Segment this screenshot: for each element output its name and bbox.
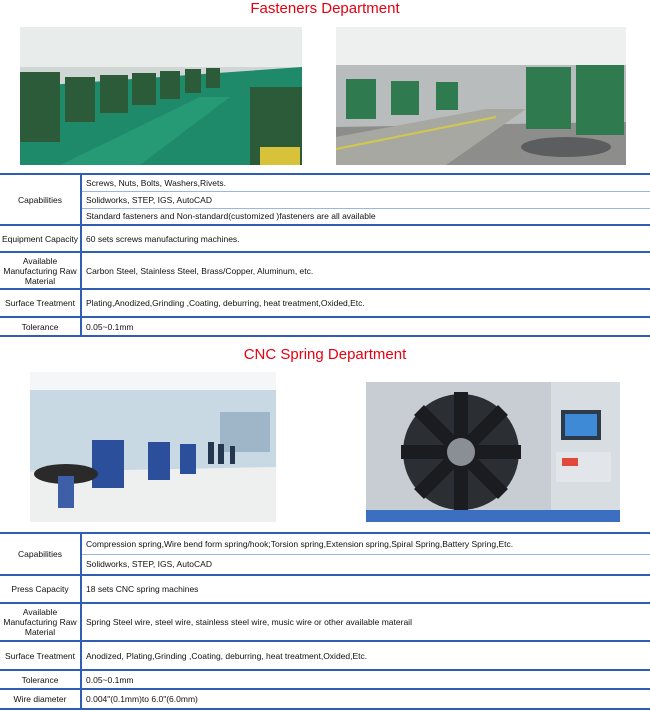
table-row xyxy=(0,641,650,670)
tolerance-label: Tolerance xyxy=(0,670,81,689)
capabilities-label: Capabilities xyxy=(0,533,81,575)
table-row xyxy=(0,575,650,603)
capabilities-value: Solidworks, STEP, IGS, AutoCAD xyxy=(81,554,650,575)
capabilities-value: Standard fasteners and Non-standard(customized )fasteners are all available xyxy=(81,208,650,225)
table-row xyxy=(0,191,650,208)
table-row xyxy=(0,317,650,336)
table-row xyxy=(0,603,650,641)
table-row xyxy=(0,689,650,709)
raw-material-label: Available Manufacturing Raw Material xyxy=(0,603,81,641)
spring-title: CNC Spring Department xyxy=(243,346,407,363)
table-row xyxy=(0,670,650,689)
equipment-capacity-value: 60 sets screws manufacturing machines. xyxy=(81,225,650,252)
tolerance-label: Tolerance xyxy=(0,317,81,336)
tolerance-value: 0.05~0.1mm xyxy=(81,670,650,689)
spring-workshop-photo-left xyxy=(30,372,276,522)
table-row xyxy=(0,533,650,554)
capabilities-value: Compression spring,Wire bend form spring/hook;Torsion spring,Extension spring,Spiral Spring,Battery Spring,Etc. xyxy=(81,533,650,554)
table-row xyxy=(0,174,650,191)
fasteners-workshop-photo-right xyxy=(336,27,626,165)
fasteners-title: Fasteners Department xyxy=(250,0,400,17)
equipment-capacity-label: Equipment Capacity xyxy=(0,225,81,252)
spring-spec-table xyxy=(0,532,650,710)
wire-diameter-value: 0.004"(0.1mm)to 6.0"(6.0mm) xyxy=(81,689,650,709)
raw-material-label: Available Manufacturing Raw Material xyxy=(0,252,81,289)
surface-treatment-value: Anodized, Plating,Grinding ,Coating, deburring, heat treatment,Oxided,Etc. xyxy=(81,641,650,670)
table-row xyxy=(0,208,650,225)
capabilities-label: Capabilities xyxy=(0,174,81,225)
fasteners-spec-table xyxy=(0,173,650,337)
press-capacity-label: Press Capacity xyxy=(0,575,81,603)
press-capacity-value: 18 sets CNC spring machines xyxy=(81,575,650,603)
surface-treatment-value: Plating,Anodized,Grinding ,Coating, deburring, heat treatment,Oxided,Etc. xyxy=(81,289,650,317)
wire-diameter-label: Wire diameter xyxy=(0,689,81,709)
capabilities-value: Solidworks, STEP, IGS, AutoCAD xyxy=(81,191,650,208)
tolerance-value: 0.05~0.1mm xyxy=(81,317,650,336)
table-row xyxy=(0,225,650,252)
raw-material-value: Carbon Steel, Stainless Steel, Brass/Copper, Aluminum, etc. xyxy=(81,252,650,289)
raw-material-value: Spring Steel wire, steel wire, stainless steel wire, music wire or other available materail xyxy=(81,603,650,641)
table-row xyxy=(0,289,650,317)
surface-treatment-label: Surface Treatment xyxy=(0,641,81,670)
surface-treatment-label: Surface Treatment xyxy=(0,289,81,317)
capabilities-value: Screws, Nuts, Bolts, Washers,Rivets. xyxy=(81,174,650,191)
table-row xyxy=(0,252,650,289)
cnc-spring-machine-photo xyxy=(366,382,620,522)
table-row xyxy=(0,554,650,575)
fasteners-workshop-photo-left xyxy=(20,27,302,165)
